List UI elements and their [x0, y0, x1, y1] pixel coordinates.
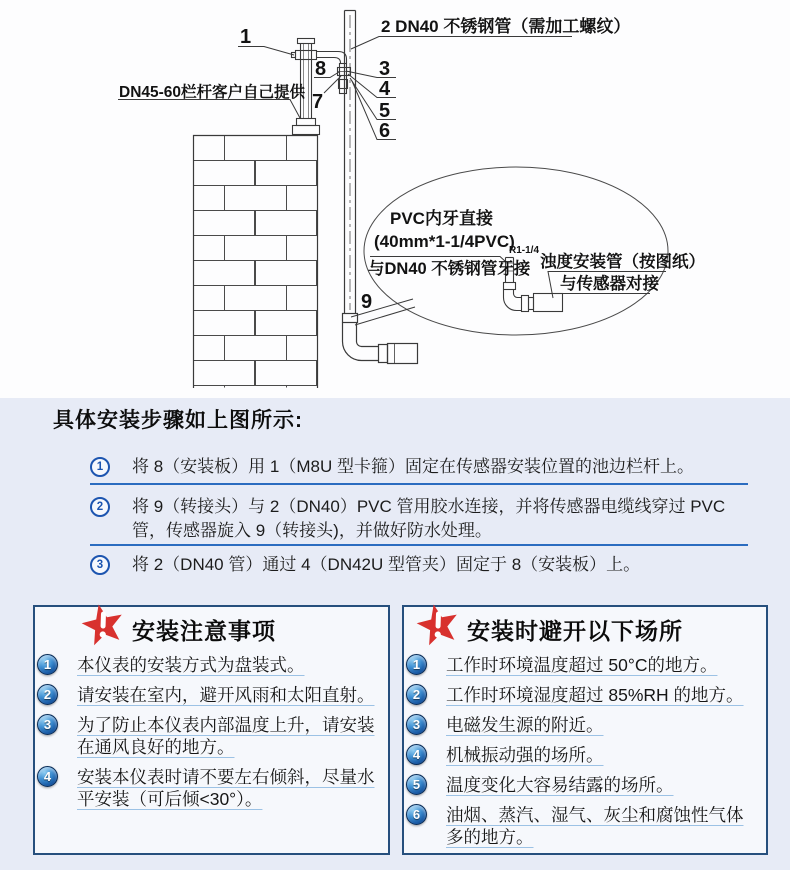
step-text: 将 8（安装板）用 1（M8U 型卡箍）固定在传感器安装位置的池边栏杆上。 [132, 457, 694, 476]
item-number-ball: 2 [406, 684, 427, 705]
avoid-item: 2 工作时环境湿度超过 85%RH 的地方。 [406, 684, 758, 706]
warning-star-icon [81, 602, 125, 648]
elbow-sensor-assembly [343, 323, 418, 364]
item-number-ball: 4 [406, 744, 427, 765]
turbidity-label-line2: 与传感器对接 [560, 275, 659, 293]
brick-wall [194, 136, 318, 389]
avoid-item: 5 温度变化大容易结露的场所。 [406, 774, 758, 796]
callout-7: 7 [312, 91, 324, 113]
item-number-ball: 2 [37, 684, 58, 705]
warning-star-icon [416, 602, 460, 648]
item-number-ball: 6 [406, 804, 427, 825]
notice-item: 1 本仪表的安装方式为盘装式。 [37, 654, 380, 676]
item-number-ball: 1 [37, 654, 58, 675]
avoid-item: 3 电磁发生源的附近。 [406, 714, 758, 736]
step-number-badge: 2 [90, 497, 110, 517]
pipe-label: 2 DN40 不锈钢管（需加工螺纹） [381, 17, 631, 36]
pvc-label-line2: (40mm*1-1/4PVC) [374, 232, 515, 251]
item-number-ball: 3 [37, 714, 58, 735]
pvc-label-line3: 与DN40 不锈钢管牙接 [368, 260, 531, 278]
avoid-item: 6 油烟、蒸汽、湿气、灰尘和腐蚀性气体多的地方。 [406, 804, 758, 848]
callout-8: 8 [315, 58, 327, 80]
callout-9: 9 [361, 291, 373, 313]
notice-item: 2 请安装在室内，避开风雨和太阳直射。 [37, 684, 380, 706]
avoid-item: 1 工作时环境温度超过 50°C的地方。 [406, 654, 758, 676]
avoid-item: 4 机械振动强的场所。 [406, 744, 758, 766]
item-number-ball: 4 [37, 766, 58, 787]
notice-panel-body [35, 651, 388, 810]
callout-4: 4 [379, 78, 391, 100]
notice-item: 3 为了防止本仪表内部温度上升，请安装在通风良好的地方。 [37, 714, 380, 758]
pvc-label-line1: PVC内牙直接 [390, 209, 493, 228]
callout-6: 6 [379, 120, 391, 142]
notice-item: 4 安装本仪表时请不要左右倾斜，尽量水平安装（可后倾<30°）。 [37, 766, 380, 810]
step-text: 将 9（转接头）与 2（DN40）PVC 管用胶水连接，并将传感器电缆线穿过 PVC 管，传感器旋入 9（转接头)，并做好防水处理。 [132, 497, 726, 540]
step-divider [90, 544, 748, 546]
installation-diagram [0, 0, 790, 398]
callout-3: 3 [379, 58, 391, 80]
item-number-ball: 5 [406, 774, 427, 795]
step-number-badge: 3 [90, 555, 110, 575]
item-number-ball: 3 [406, 714, 427, 735]
turbidity-label-line1: 浊度安装管（按图纸） [540, 253, 705, 271]
notice-panel-title: 安装注意事项 [132, 617, 276, 644]
avoid-panel-body [404, 651, 766, 848]
diagram-drawing [0, 0, 790, 398]
railing-label: DN45-60栏杆客户自己提供 [119, 84, 306, 101]
notice-panel [33, 605, 390, 855]
avoid-panel-header [404, 607, 766, 651]
step-text: 将 2（DN40 管）通过 4（DN42U 型管夹）固定于 8（安装板）上。 [132, 555, 641, 574]
callout-1: 1 [240, 26, 252, 48]
avoid-panel-title: 安装时避开以下场所 [467, 617, 683, 644]
step-row-2 [90, 495, 750, 543]
dn40-pipe [343, 11, 358, 323]
step-row-3 [90, 553, 750, 577]
step-divider [90, 483, 748, 485]
steps-title: 具体安装步骤如上图所示: [53, 409, 303, 432]
callout-5: 5 [379, 100, 391, 122]
item-number-ball: 1 [406, 654, 427, 675]
thread-size-label: R1-1/4 [509, 245, 540, 256]
step-number-badge: 1 [90, 457, 110, 477]
notice-panel-header [35, 607, 388, 651]
step-row-1 [90, 455, 750, 479]
avoid-panel [402, 605, 768, 855]
